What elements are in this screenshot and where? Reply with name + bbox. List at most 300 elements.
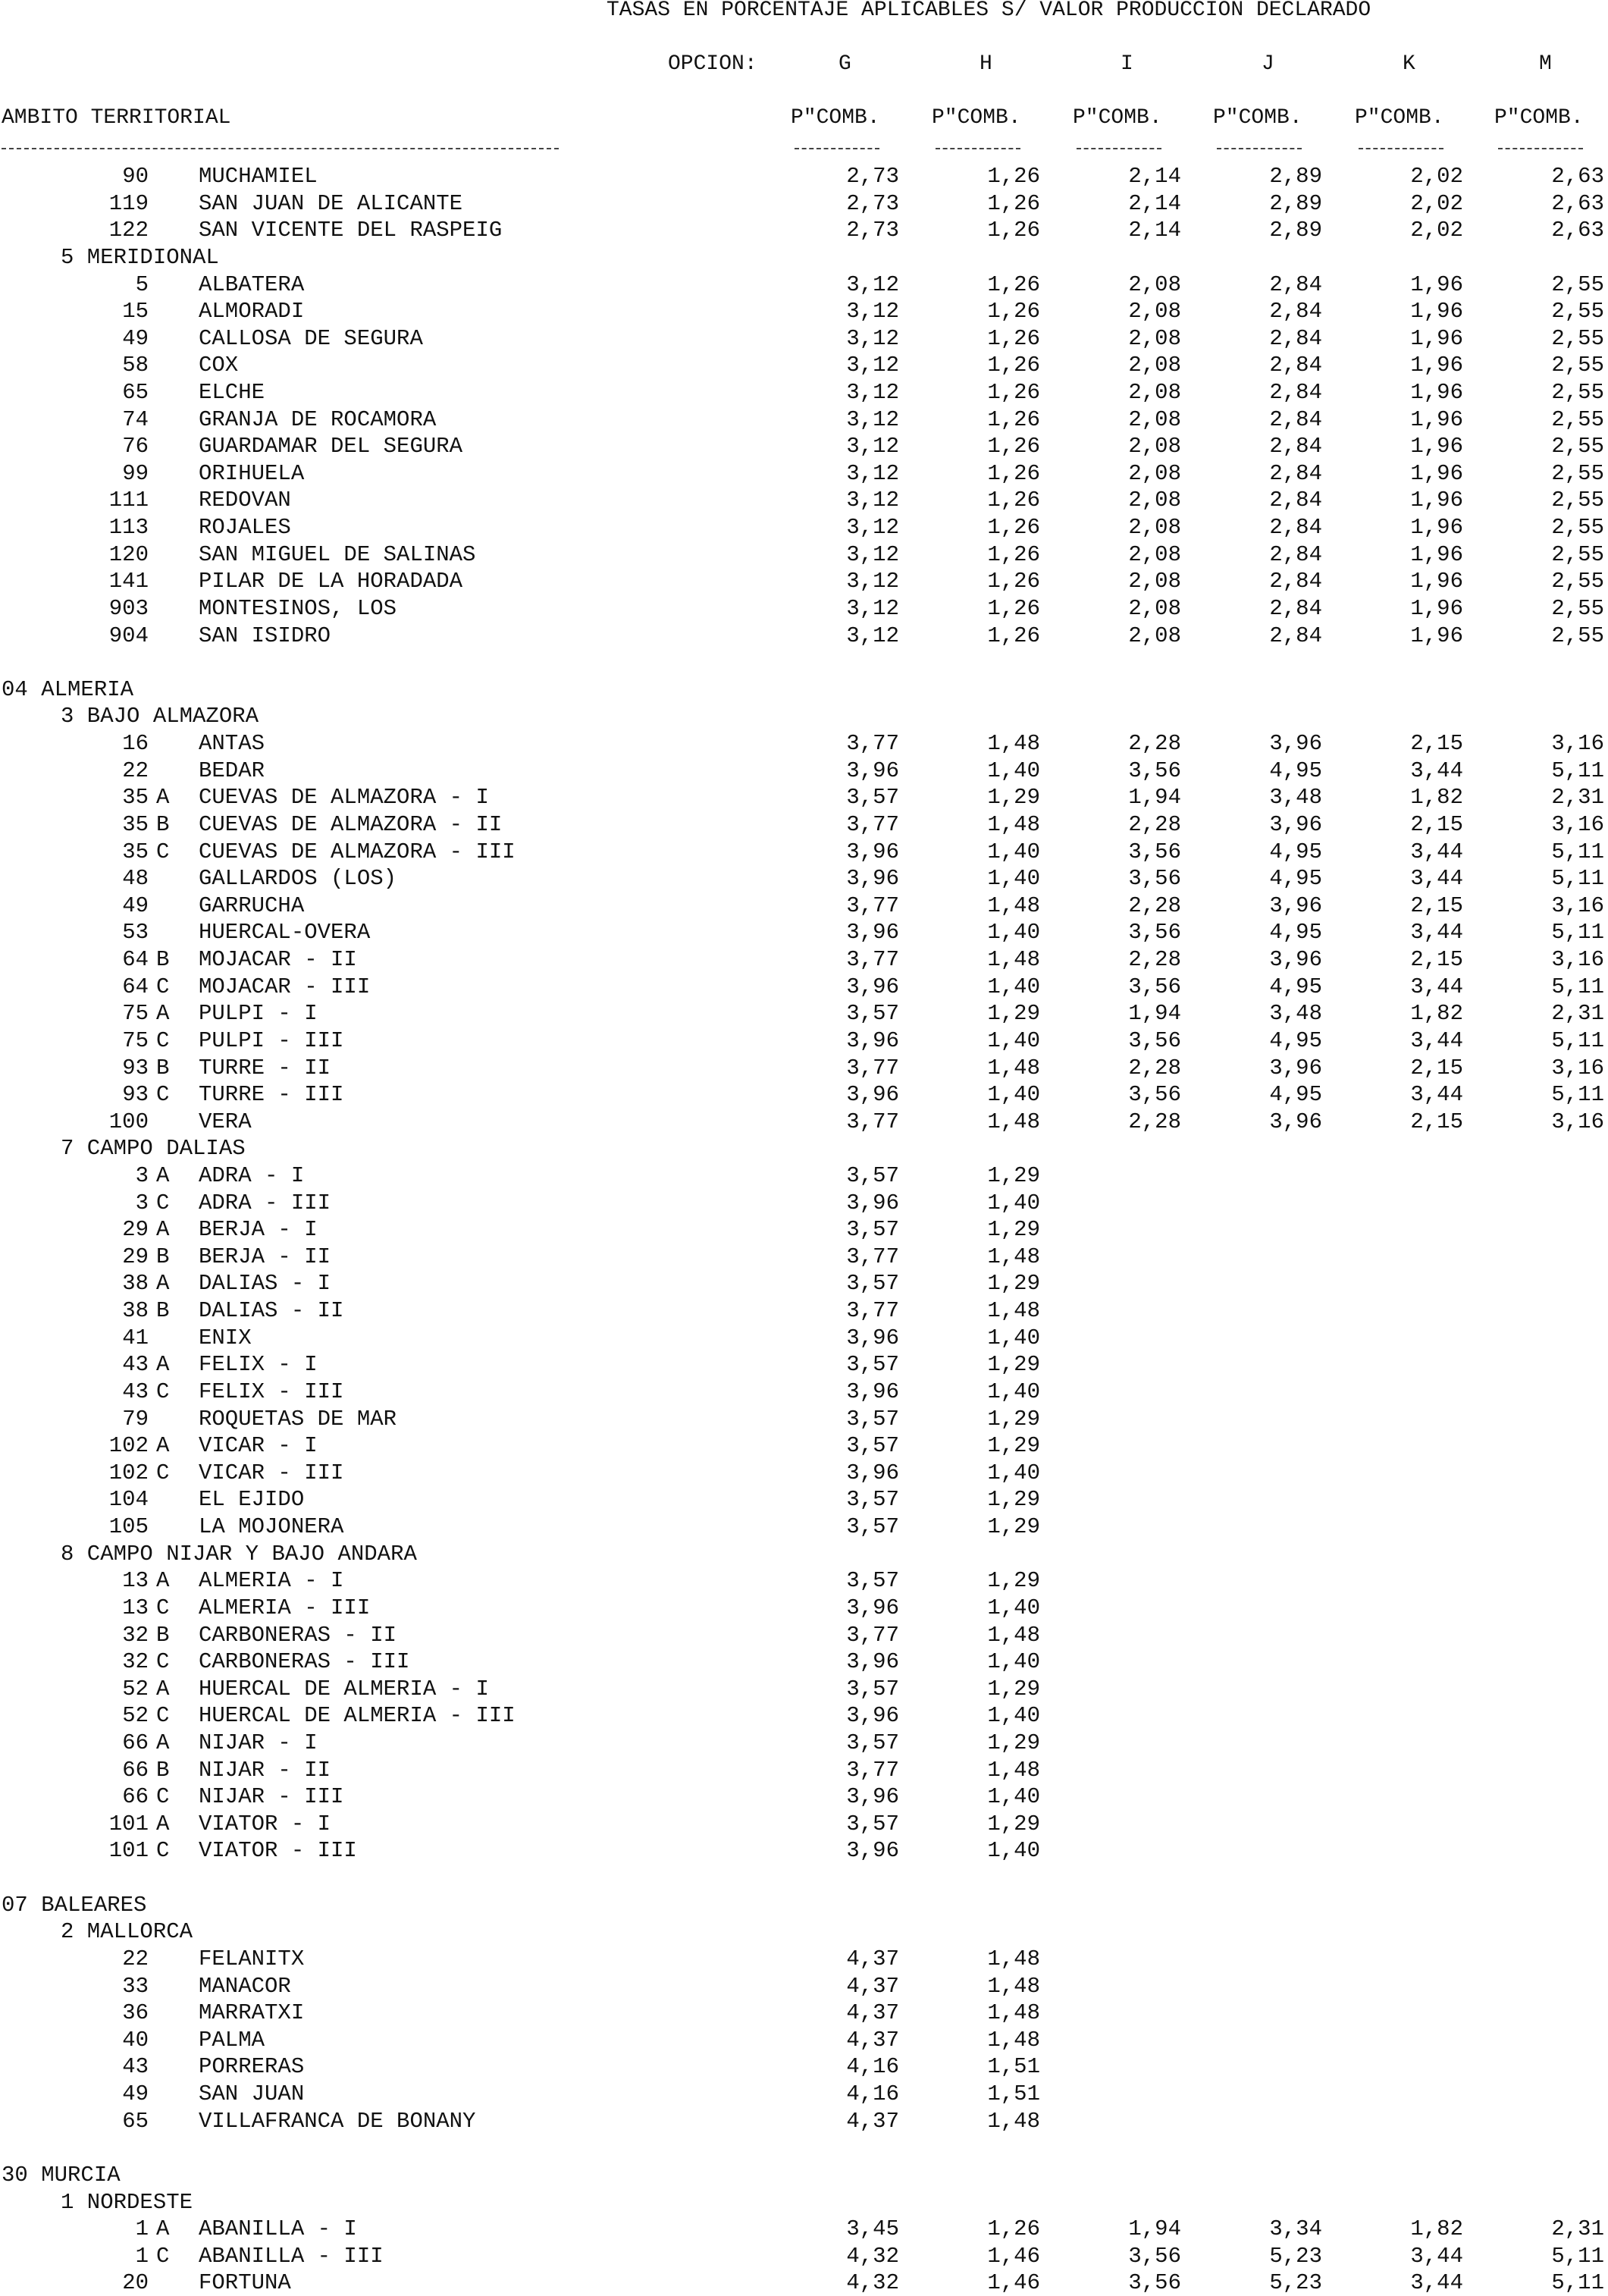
value-g: 3,77 (846, 1298, 899, 1323)
ambito-label: AMBITO TERRITORIAL (2, 106, 231, 130)
row-code: 49 (122, 2081, 149, 2106)
row-name: SAN JUAN DE ALICANTE (199, 190, 463, 216)
value-k: 2,02 (1410, 190, 1463, 216)
table-row (0, 893, 1608, 919)
row-name: NIJAR - II (199, 1757, 331, 1783)
value-j: 2,89 (1269, 164, 1322, 189)
value-k: 1,96 (1410, 460, 1463, 486)
blank-line (0, 1865, 1608, 1891)
row-code: 66 (122, 1730, 149, 1755)
row-name: CARBONERAS - II (199, 1622, 397, 1648)
value-h: 1,29 (987, 1001, 1040, 1027)
comarca-heading (0, 2190, 1608, 2216)
table-row (0, 1811, 1608, 1837)
value-g: 4,37 (846, 1973, 899, 1999)
comarca-label: 3 BAJO ALMAZORA (61, 704, 259, 729)
value-m: 5,11 (1551, 920, 1604, 946)
value-h: 1,40 (987, 920, 1040, 946)
value-i: 2,14 (1128, 190, 1181, 216)
row-suffix: C (156, 1027, 170, 1053)
value-m: 2,55 (1551, 380, 1604, 405)
value-h: 1,29 (987, 1487, 1040, 1513)
table-row (0, 1407, 1608, 1432)
value-g: 3,96 (846, 1027, 899, 1053)
value-i: 2,08 (1128, 488, 1181, 513)
value-g: 3,96 (846, 1082, 899, 1108)
row-code: 99 (122, 460, 149, 486)
row-code: 38 (122, 1298, 149, 1323)
value-m: 3,16 (1551, 1109, 1604, 1134)
value-m: 5,11 (1551, 839, 1604, 864)
row-name: FELANITX (199, 1946, 305, 1971)
value-i: 3,56 (1128, 2270, 1181, 2296)
value-i: 2,14 (1128, 218, 1181, 243)
value-g: 3,77 (846, 811, 899, 837)
value-i: 2,08 (1128, 595, 1181, 621)
row-name: TURRE - II (199, 1055, 331, 1081)
value-m: 3,16 (1551, 811, 1604, 837)
value-i: 3,56 (1128, 974, 1181, 999)
value-j: 4,95 (1269, 920, 1322, 946)
row-name: VILLAFRANCA DE BONANY (199, 2108, 476, 2134)
value-m: 2,55 (1551, 299, 1604, 325)
row-code: 119 (108, 190, 149, 216)
table-row (0, 164, 1608, 190)
header-rule-k (1359, 148, 1443, 149)
value-h: 1,48 (987, 1622, 1040, 1648)
value-j: 4,95 (1269, 974, 1322, 999)
value-g: 3,12 (846, 434, 899, 460)
row-code: 29 (122, 1244, 149, 1269)
value-h: 1,26 (987, 2216, 1040, 2242)
value-h: 1,40 (987, 1838, 1040, 1864)
row-name: SAN JUAN (199, 2081, 305, 2106)
row-name: CUEVAS DE ALMAZORA - III (199, 839, 516, 864)
value-j: 3,96 (1269, 892, 1322, 918)
value-g: 4,37 (846, 2027, 899, 2053)
value-k: 2,02 (1410, 218, 1463, 243)
value-g: 3,77 (846, 947, 899, 972)
value-h: 1,29 (987, 1676, 1040, 1702)
value-i: 2,08 (1128, 380, 1181, 405)
value-h: 1,26 (987, 515, 1040, 541)
row-code: 20 (122, 2270, 149, 2296)
table-row (0, 1946, 1608, 1972)
value-i: 3,56 (1128, 866, 1181, 892)
value-i: 2,08 (1128, 353, 1181, 378)
row-name: DALIAS - II (199, 1298, 344, 1323)
value-g: 3,57 (846, 1568, 899, 1594)
row-suffix: C (156, 1379, 170, 1404)
option-m: M (1539, 52, 1552, 76)
value-g: 3,12 (846, 460, 899, 486)
row-suffix: A (156, 1811, 170, 1836)
value-g: 3,12 (846, 569, 899, 594)
value-k: 3,44 (1410, 1027, 1463, 1053)
row-name: REDOVAN (199, 488, 291, 513)
value-m: 2,63 (1551, 164, 1604, 189)
table-row (0, 1001, 1608, 1027)
value-i: 3,56 (1128, 920, 1181, 946)
value-j: 2,84 (1269, 406, 1322, 432)
row-code: 36 (122, 2000, 149, 2026)
table-row (0, 1352, 1608, 1378)
row-suffix: B (156, 1244, 170, 1269)
value-g: 3,12 (846, 515, 899, 541)
value-h: 1,48 (987, 892, 1040, 918)
value-k: 3,44 (1410, 974, 1463, 999)
row-name: PALMA (199, 2027, 265, 2053)
value-m: 2,55 (1551, 325, 1604, 351)
value-j: 4,95 (1269, 1027, 1322, 1053)
value-g: 3,96 (846, 757, 899, 783)
value-i: 2,28 (1128, 1109, 1181, 1134)
table-row (0, 218, 1608, 243)
row-name: VIATOR - I (199, 1811, 331, 1836)
row-name: NIJAR - III (199, 1784, 344, 1810)
row-name: BERJA - II (199, 1244, 331, 1269)
value-h: 1,48 (987, 1757, 1040, 1783)
value-g: 3,12 (846, 271, 899, 297)
value-j: 4,95 (1269, 839, 1322, 864)
table-row (0, 191, 1608, 217)
row-name: MOJACAR - II (199, 947, 357, 972)
row-code: 58 (122, 353, 149, 378)
comarca-heading (0, 1136, 1608, 1162)
value-j: 2,84 (1269, 515, 1322, 541)
value-i: 2,08 (1128, 271, 1181, 297)
table-row (0, 542, 1608, 568)
value-g: 3,57 (846, 1514, 899, 1539)
row-name: ABANILLA - III (199, 2243, 384, 2269)
value-h: 1,29 (987, 1568, 1040, 1594)
value-g: 3,96 (846, 866, 899, 892)
value-k: 1,96 (1410, 299, 1463, 325)
value-h: 1,40 (987, 1649, 1040, 1675)
row-code: 52 (122, 1703, 149, 1729)
table-row (0, 2054, 1608, 2080)
option-k: K (1403, 52, 1415, 76)
row-name: HUERCAL DE ALMERIA - I (199, 1676, 489, 1702)
page-title: TASAS EN PORCENTAJE APLICABLES S/ VALOR PRODUCCION DECLARADO (607, 0, 1371, 22)
row-code: 53 (122, 920, 149, 946)
row-code: 29 (122, 1217, 149, 1243)
row-code: 1 (135, 2243, 149, 2269)
row-name: CUEVAS DE ALMAZORA - II (199, 811, 503, 837)
value-g: 3,77 (846, 1055, 899, 1081)
value-m: 5,11 (1551, 1027, 1604, 1053)
value-h: 1,40 (987, 866, 1040, 892)
value-g: 3,96 (846, 1649, 899, 1675)
value-i: 2,28 (1128, 731, 1181, 756)
row-name: CARBONERAS - III (199, 1649, 410, 1675)
row-code: 76 (122, 434, 149, 460)
row-code: 100 (108, 1109, 149, 1134)
province-heading (0, 1893, 1608, 1918)
row-code: 22 (122, 757, 149, 783)
value-i: 2,08 (1128, 299, 1181, 325)
row-code: 66 (122, 1784, 149, 1810)
province-label: 30 MURCIA (2, 2162, 121, 2188)
row-code: 49 (122, 325, 149, 351)
row-code: 1 (135, 2216, 149, 2242)
table-row (0, 1190, 1608, 1216)
value-k: 2,15 (1410, 947, 1463, 972)
table-row (0, 1028, 1608, 1054)
row-name: PULPI - I (199, 1001, 318, 1027)
row-name: EL EJIDO (199, 1487, 305, 1513)
comarca-label: 8 CAMPO NIJAR Y BAJO ANDARA (61, 1541, 417, 1567)
value-g: 3,96 (846, 1460, 899, 1485)
row-suffix: A (156, 1217, 170, 1243)
table-row (0, 731, 1608, 757)
row-suffix: A (156, 1352, 170, 1378)
value-m: 3,16 (1551, 892, 1604, 918)
value-g: 3,12 (846, 541, 899, 567)
table-row (0, 974, 1608, 1000)
header-rule-g (795, 148, 879, 149)
row-name: LA MOJONERA (199, 1514, 344, 1539)
value-i: 2,08 (1128, 541, 1181, 567)
row-name: GRANJA DE ROCAMORA (199, 406, 437, 432)
table-row (0, 1163, 1608, 1189)
row-suffix: B (156, 811, 170, 837)
value-g: 2,73 (846, 218, 899, 243)
table-row (0, 1677, 1608, 1702)
row-name: MARRATXI (199, 2000, 305, 2026)
table-row (0, 353, 1608, 378)
header-rule-h (936, 148, 1020, 149)
row-name: SAN MIGUEL DE SALINAS (199, 541, 476, 567)
comarca-heading (0, 245, 1608, 271)
row-code: 5 (135, 271, 149, 297)
row-code: 48 (122, 866, 149, 892)
row-name: FELIX - I (199, 1352, 318, 1378)
row-code: 43 (122, 1352, 149, 1378)
table-row (0, 1109, 1608, 1135)
table-row (0, 1487, 1608, 1513)
row-code: 43 (122, 1379, 149, 1404)
row-code: 122 (108, 218, 149, 243)
row-name: GALLARDOS (LOS) (199, 866, 397, 892)
value-k: 1,96 (1410, 488, 1463, 513)
row-name: ABANILLA - I (199, 2216, 357, 2242)
value-g: 3,12 (846, 406, 899, 432)
row-suffix: C (156, 1082, 170, 1108)
table-row (0, 1514, 1608, 1540)
row-suffix: C (156, 1649, 170, 1675)
value-j: 3,96 (1269, 811, 1322, 837)
value-h: 1,40 (987, 974, 1040, 999)
value-g: 3,96 (846, 1784, 899, 1810)
value-h: 1,29 (987, 785, 1040, 811)
row-code: 52 (122, 1676, 149, 1702)
value-h: 1,29 (987, 1514, 1040, 1539)
value-k: 3,44 (1410, 1082, 1463, 1108)
col-label-g: P"COMB. (791, 106, 880, 130)
comarca-heading (0, 704, 1608, 729)
value-j: 4,95 (1269, 1082, 1322, 1108)
value-m: 2,55 (1551, 515, 1604, 541)
row-name: ALMERIA - III (199, 1595, 371, 1620)
comarca-label: 2 MALLORCA (61, 1919, 193, 1945)
value-j: 2,84 (1269, 434, 1322, 460)
value-h: 1,29 (987, 1730, 1040, 1755)
value-m: 2,31 (1551, 2216, 1604, 2242)
value-i: 1,94 (1128, 1001, 1181, 1027)
value-k: 2,02 (1410, 164, 1463, 189)
value-i: 2,08 (1128, 515, 1181, 541)
row-code: 102 (108, 1433, 149, 1459)
value-i: 3,56 (1128, 1027, 1181, 1053)
value-j: 3,96 (1269, 1109, 1322, 1134)
value-h: 1,48 (987, 2027, 1040, 2053)
row-suffix: C (156, 1190, 170, 1215)
value-k: 1,96 (1410, 325, 1463, 351)
row-suffix: A (156, 1568, 170, 1594)
value-j: 2,84 (1269, 595, 1322, 621)
value-g: 4,37 (846, 2108, 899, 2134)
value-g: 3,96 (846, 1838, 899, 1864)
row-code: 32 (122, 1622, 149, 1648)
row-code: 93 (122, 1082, 149, 1108)
value-h: 1,48 (987, 2000, 1040, 2026)
row-code: 33 (122, 1973, 149, 1999)
row-name: DALIAS - I (199, 1271, 331, 1297)
value-g: 3,57 (846, 1217, 899, 1243)
value-k: 1,82 (1410, 2216, 1463, 2242)
row-code: 35 (122, 785, 149, 811)
value-h: 1,48 (987, 1055, 1040, 1081)
value-j: 4,95 (1269, 866, 1322, 892)
value-m: 5,11 (1551, 757, 1604, 783)
value-h: 1,46 (987, 2270, 1040, 2296)
value-g: 3,12 (846, 595, 899, 621)
value-k: 3,44 (1410, 2270, 1463, 2296)
table-row (0, 461, 1608, 487)
table-row (0, 569, 1608, 594)
value-h: 1,40 (987, 839, 1040, 864)
header-rule-ambito (2, 148, 559, 149)
row-code: 3 (135, 1162, 149, 1188)
value-h: 1,29 (987, 1406, 1040, 1432)
row-suffix: C (156, 1460, 170, 1485)
value-k: 2,15 (1410, 892, 1463, 918)
row-suffix: C (156, 1784, 170, 1810)
row-name: MUCHAMIEL (199, 164, 318, 189)
value-h: 1,40 (987, 1027, 1040, 1053)
value-g: 3,45 (846, 2216, 899, 2242)
province-label: 04 ALMERIA (2, 676, 134, 702)
value-h: 1,26 (987, 271, 1040, 297)
province-heading (0, 2163, 1608, 2188)
value-g: 4,37 (846, 1946, 899, 1971)
row-name: NIJAR - I (199, 1730, 318, 1755)
row-suffix: A (156, 1162, 170, 1188)
value-h: 1,48 (987, 2108, 1040, 2134)
value-k: 2,15 (1410, 731, 1463, 756)
row-suffix: C (156, 839, 170, 864)
row-name: ELCHE (199, 380, 265, 405)
value-g: 3,57 (846, 1433, 899, 1459)
value-i: 2,08 (1128, 406, 1181, 432)
row-name: HUERCAL DE ALMERIA - III (199, 1703, 516, 1729)
row-code: 15 (122, 299, 149, 325)
value-g: 2,73 (846, 190, 899, 216)
value-h: 1,48 (987, 731, 1040, 756)
row-name: GUARDAMAR DEL SEGURA (199, 434, 463, 460)
row-code: 13 (122, 1568, 149, 1594)
row-code: 79 (122, 1406, 149, 1432)
row-code: 64 (122, 974, 149, 999)
table-row (0, 2270, 1608, 2296)
value-j: 2,89 (1269, 218, 1322, 243)
row-name: ORIHUELA (199, 460, 305, 486)
row-code: 101 (108, 1838, 149, 1864)
opcion-label: OPCION: (668, 52, 757, 76)
row-name: VIATOR - III (199, 1838, 357, 1864)
value-h: 1,40 (987, 1784, 1040, 1810)
row-code: 22 (122, 1946, 149, 1971)
value-g: 3,77 (846, 892, 899, 918)
value-m: 3,16 (1551, 947, 1604, 972)
value-g: 3,77 (846, 1109, 899, 1134)
table-row (0, 2244, 1608, 2269)
row-name: BEDAR (199, 757, 265, 783)
table-row (0, 1838, 1608, 1864)
value-k: 3,44 (1410, 920, 1463, 946)
row-name: MOJACAR - III (199, 974, 371, 999)
value-j: 2,89 (1269, 190, 1322, 216)
value-j: 3,34 (1269, 2216, 1322, 2242)
row-suffix: C (156, 2243, 170, 2269)
table-row (0, 1244, 1608, 1270)
value-g: 3,77 (846, 1622, 899, 1648)
option-h: H (980, 52, 992, 76)
value-j: 5,23 (1269, 2270, 1322, 2296)
table-row (0, 2081, 1608, 2107)
table-row (0, 866, 1608, 892)
table-row (0, 785, 1608, 811)
table-row (0, 812, 1608, 838)
value-h: 1,51 (987, 2081, 1040, 2106)
row-name: PORRERAS (199, 2054, 305, 2080)
table-row (0, 2000, 1608, 2026)
row-code: 64 (122, 947, 149, 972)
row-name: TURRE - III (199, 1082, 344, 1108)
value-h: 1,26 (987, 623, 1040, 648)
value-m: 2,63 (1551, 190, 1604, 216)
value-g: 3,57 (846, 1406, 899, 1432)
row-suffix: C (156, 974, 170, 999)
value-i: 2,14 (1128, 164, 1181, 189)
value-j: 3,48 (1269, 785, 1322, 811)
row-code: 93 (122, 1055, 149, 1081)
row-code: 65 (122, 380, 149, 405)
table-row (0, 380, 1608, 406)
table-row (0, 623, 1608, 649)
value-g: 3,77 (846, 731, 899, 756)
table-row (0, 1271, 1608, 1297)
row-code: 38 (122, 1271, 149, 1297)
value-g: 3,12 (846, 299, 899, 325)
value-h: 1,40 (987, 757, 1040, 783)
blank-line (0, 650, 1608, 676)
row-name: ROJALES (199, 515, 291, 541)
row-code: 65 (122, 2108, 149, 2134)
value-m: 5,11 (1551, 2243, 1604, 2269)
province-heading (0, 677, 1608, 703)
